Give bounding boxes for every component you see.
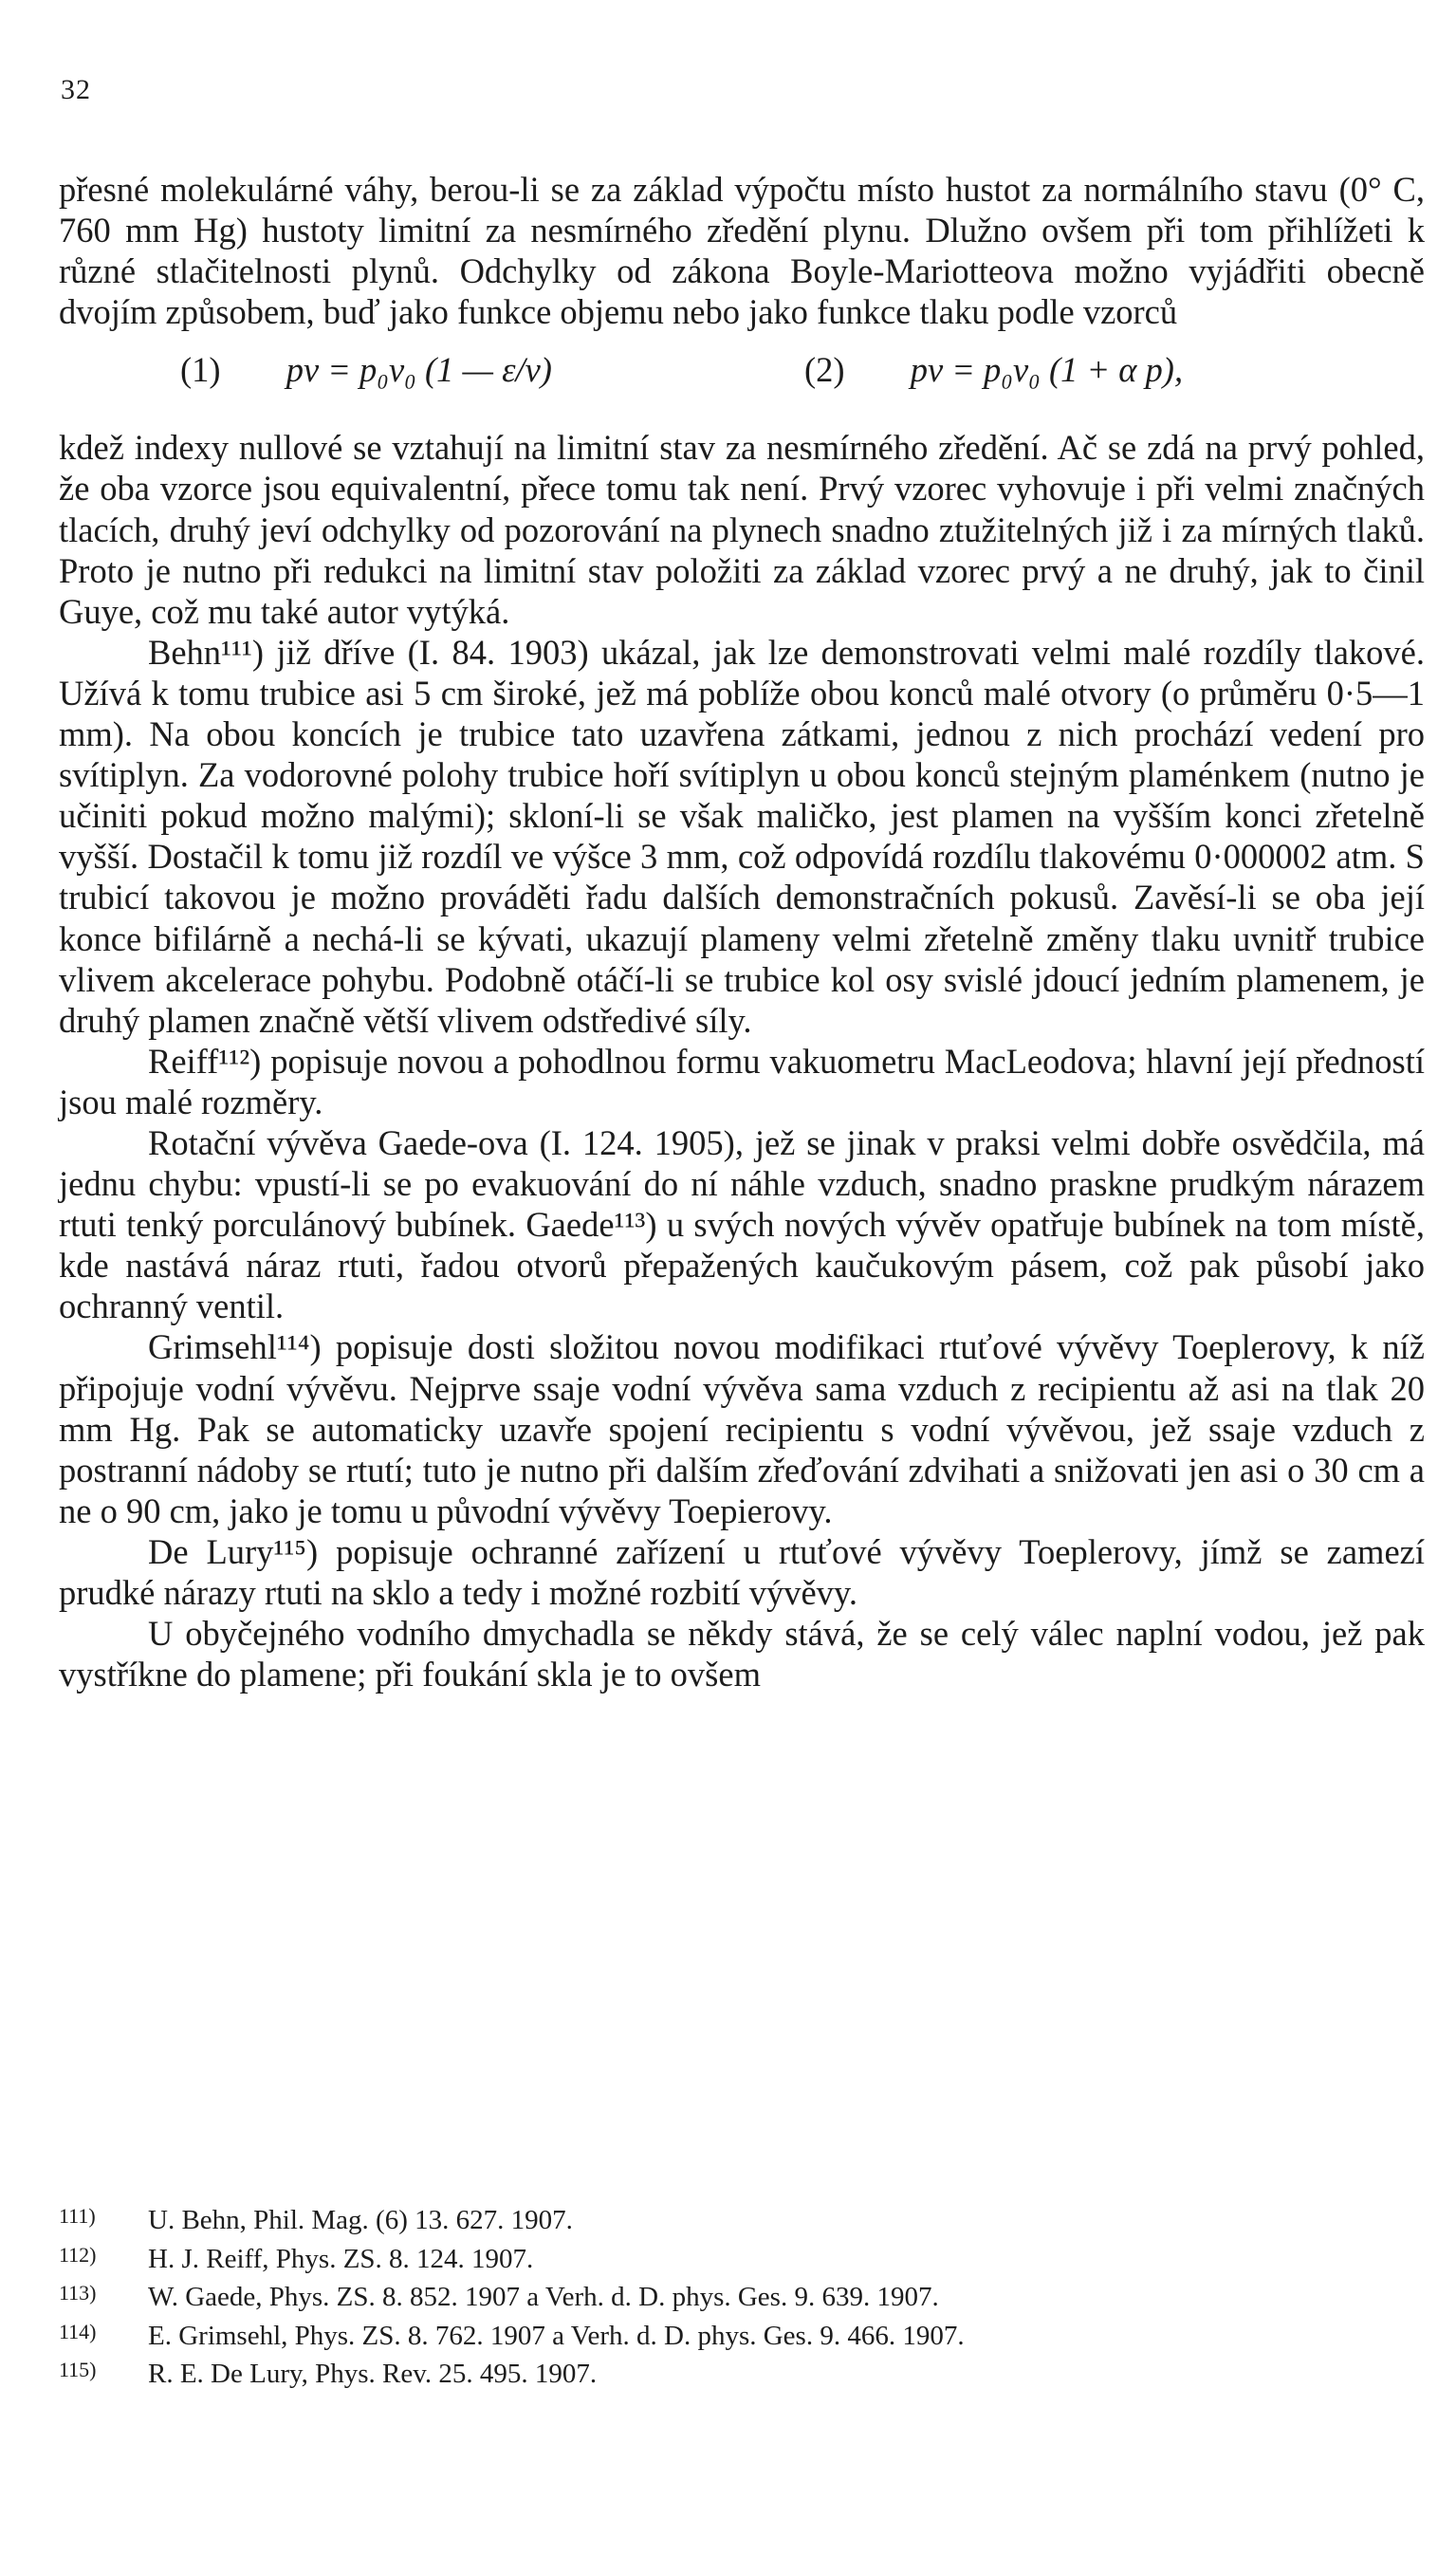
footnote-mark: 114) xyxy=(59,2319,97,2343)
formula-1-number: (1) xyxy=(180,350,221,390)
footnote-mark: 115) xyxy=(59,2358,97,2381)
footnote xyxy=(59,2238,1425,2277)
page-number: 32 xyxy=(61,74,91,105)
footnote-text: R. E. De Lury, Phys. Rev. 25. 495. 1907. xyxy=(148,2359,598,2389)
formula-2 xyxy=(804,349,1183,390)
footnote-mark: 111) xyxy=(59,2204,96,2228)
footnote xyxy=(59,2276,1425,2315)
footnote-mark: 113) xyxy=(59,2281,97,2305)
footnotes xyxy=(59,2199,1425,2392)
paragraph: U obyčejného vodního dmychadla se někdy stává, že se celý válec naplní vodou, jež pak vystříkne do plamene; při foukání skla je to ovšem xyxy=(59,1614,1425,1694)
footnote-text: H. J. Reiff, Phys. ZS. 8. 124. 1907. xyxy=(148,2243,534,2274)
formula-2-number: (2) xyxy=(804,350,845,390)
paragraph: přesné molekulárné váhy, berou-li se za základ výpočtu místo hustot za normálního stavu (0° C, 760 mm Hg) hustoty limitní za nesmírného zředění plynu. Dlužno ovšem při tom přihlížeti k různé stlačitelnosti plynů. Odchylky od zákona Boyle-Mariotteova možno vyjádřiti obecně dvojím způsobem, buď jako funkce objemu nebo jako funkce tlaku podle vzorců xyxy=(59,170,1425,332)
footnote-text: U. Behn, Phil. Mag. (6) 13. 627. 1907. xyxy=(148,2205,573,2235)
footnote-text: E. Grimsehl, Phys. ZS. 8. 762. 1907 a Verh. d. D. phys. Ges. 9. 466. 1907. xyxy=(148,2320,965,2351)
paragraph: Grimsehl¹¹⁴) popisuje dosti složitou novou modifikaci rtuťové vývěvy Toeplerovy, k níž připojuje vodní vývěvu. Nejprve ssaje vodní vývěva sama vzduch z recipientu až asi na tlak 20 mm Hg. Pak se automaticky uzavře spojení recipientu s vodní vývěvou, jež ssaje vzduch z postranní nádoby se rtutí; tuto je nutno při dalším zřeďování zdvihati a snižovati jen asi o 30 cm a ne o 90 cm, jako je tomu u původní vývěvy Toepierovy. xyxy=(59,1327,1425,1530)
formula-1-expression: pv = p₀v₀ (1 — ε/v) xyxy=(286,350,552,390)
footnote xyxy=(59,2199,1425,2238)
paragraph: kdež indexy nullové se vztahují na limitní stav za nesmírného zředění. Ač se zdá na prvý pohled, že oba vzorce jsou equivalentní, přece tomu tak není. Prvý vzorec vyhovuje i při velmi značných tlacích, druhý jeví odchylky od pozorování na plynech snadno ztužitelných již i za mírných tlaků. Proto je nutno při redukci na limitní stav položiti za základ vzorec prvý a ne druhý, jak to činil Guye, což mu také autor vytýká. xyxy=(59,428,1425,631)
footnote-text: W. Gaede, Phys. ZS. 8. 852. 1907 a Verh. d. D. phys. Ges. 9. 639. 1907. xyxy=(148,2282,939,2312)
paragraph: Rotační vývěva Gaede-ova (I. 124. 1905), jež se jinak v praksi velmi dobře osvědčila, má jednu chybu: vpustí-li se po evakuování do ní náhle vzduch, snadno praskne prudkým nárazem rtuti tenký porculánový bubínek. Gaede¹¹³) u svých nových vývěv opatřuje bubínek na tom místě, kde nastává náraz rtuti, řadou otvorů přepažených kaučukovým pásem, což pak působí jako ochranný ventil. xyxy=(59,1122,1425,1326)
footnote xyxy=(59,2353,1425,2392)
formula-2-expression: pv = p₀v₀ (1 + α p), xyxy=(910,350,1184,390)
main-text xyxy=(59,169,1425,1694)
formula-1 xyxy=(180,349,552,390)
paragraph: Behn¹¹¹) již dříve (I. 84. 1903) ukázal, jak lze demonstrovati velmi malé rozdíly tlakové. Užívá k tomu trubice asi 5 cm široké, jež má poblíže obou konců malé otvory (o průměru 0·5—1 mm). Na obou koncích je trubice tato uzavřena zátkami, jednou z nich prochází vedení pro svítiplyn. Za vodorovné polohy trubice hoří svítiplyn u obou konců stejným plaménkem (nutno je učiniti pokud možno malými); skloní-li se však maličko, jest plamen na vyšším konci zřetelně vyšší. Dostačil k tomu již rozdíl ve výšce 3 mm, což odpovídá rozdílu tlakovému 0·000002 atm. S trubicí takovou je možno prováděti řadu dalších demonstračních pokusů. Zavěsí-li se oba její konce bifilárně a nechá-li se kývati, ukazují plameny velmi zřetelně změny tlaku uvnitř trubice vlivem akcelerace pohybu. Podobně otáčí-li se trubice kol osy svislé jdoucí jedním plamenem, je druhý plamen značně větší vlivem odstředivé síly. xyxy=(59,632,1425,1040)
paragraph: De Lury¹¹⁵) popisuje ochranné zařízení u rtuťové vývěvy Toeplerovy, jímž se zamezí prudké nárazy rtuti na sklo a tedy i možné rozbití vývěvy. xyxy=(59,1531,1425,1612)
footnote-mark: 112) xyxy=(59,2242,97,2267)
paragraph: Reiff¹¹²) popisuje novou a pohodlnou formu vakuometru MacLeodova; hlavní její předností jsou malé rozměry. xyxy=(59,1041,1425,1121)
formula-row xyxy=(59,332,1425,427)
footnote xyxy=(59,2315,1425,2354)
